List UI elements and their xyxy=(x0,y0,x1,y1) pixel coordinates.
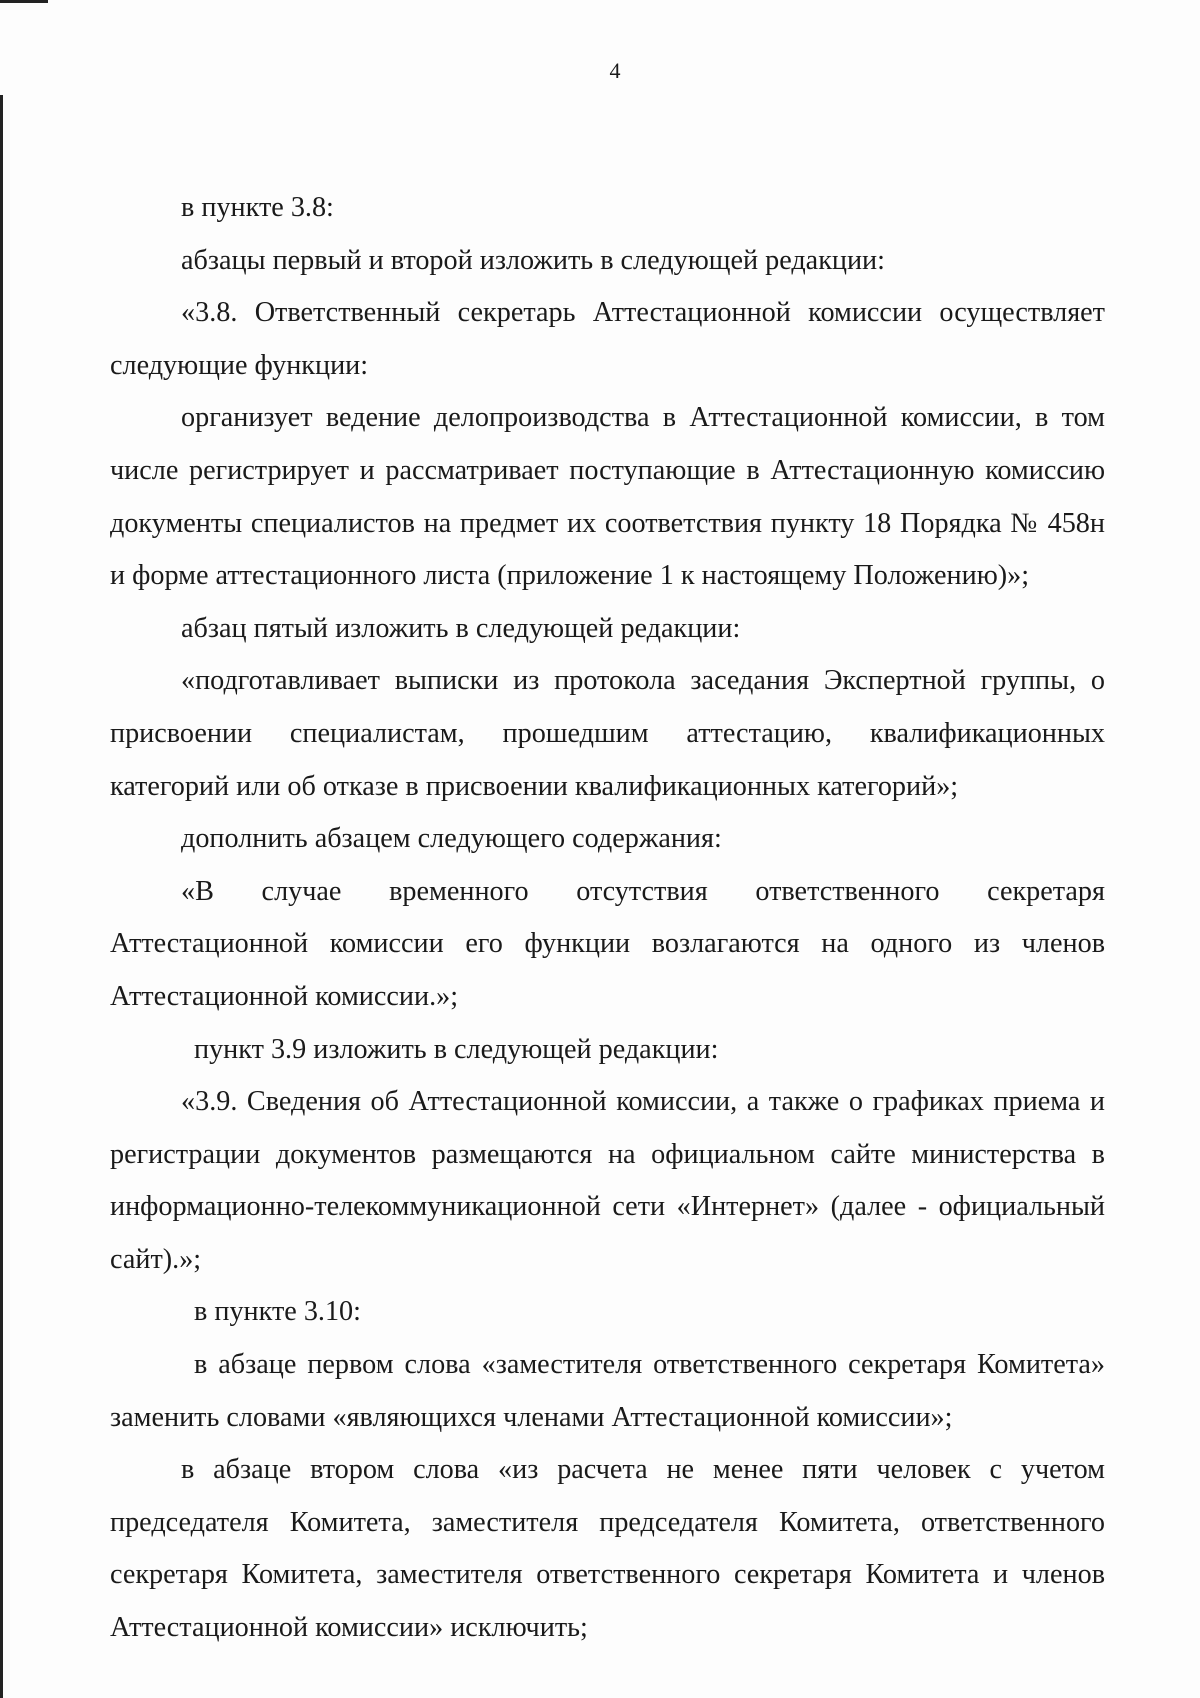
scan-edge-left xyxy=(0,95,3,1698)
document-body xyxy=(110,182,1105,1655)
paragraph: в пункте 3.8: xyxy=(181,192,334,223)
paragraph: абзац пятый изложить в следующей редакции: xyxy=(181,612,741,644)
paragraph: в абзаце втором слова «из расчета не менее пяти человек с учетом председателя Комитета, заместителя председателя Комитета, ответственного секретаря Комитета, заместителя ответственного секретаря Комитета и членов Аттестационной комиссии» исключить; xyxy=(110,1454,1105,1644)
paragraph: в абзаце первом слова «заместителя ответственного секретаря Комитета» заменить словами «являющихся членами Аттестационной комиссии»; xyxy=(110,1349,1105,1433)
paragraph: «3.8. Ответственный секретарь Аттестационной комиссии осуществляет следующие функции: xyxy=(110,297,1105,381)
paragraph: в пункте 3.10: xyxy=(194,1296,361,1328)
paragraph: «В случае временного отсутствия ответственного секретаря Аттестационной комиссии его функции возлагаются на одного из членов Аттестационной комиссии.»; xyxy=(110,875,1105,1012)
paragraph: организует ведение делопроизводства в Аттестационной комиссии, в том числе регистрирует и рассматривает поступающие в Аттестационную комиссию документы специалистов на предмет их соответствия пункту 18 Порядка № 458н и форме аттестационного листа (приложение 1 к настоящему Положению)»; xyxy=(110,402,1105,592)
page-number: 4 xyxy=(609,58,621,83)
paragraph: абзацы первый и второй изложить в следующей редакции: xyxy=(181,244,885,276)
scan-edge-top xyxy=(0,0,48,3)
paragraph: дополнить абзацем следующего содержания: xyxy=(181,823,722,855)
paragraph: «подготавливает выписки из протокола заседания Экспертной группы, о присвоении специалистам, прошедшим аттестацию, квалификационных категорий или об отказе в присвоении квалификационных категорий»; xyxy=(110,665,1105,802)
paragraph: «3.9. Сведения об Аттестационной комиссии, а также о графиках приема и регистрации документов размещаются на официальном сайте министерства в информационно-телекоммуникационной сети «Интернет» (далее - официальный сайт).»; xyxy=(110,1086,1105,1275)
paragraph: пункт 3.9 изложить в следующей редакции: xyxy=(194,1033,719,1065)
